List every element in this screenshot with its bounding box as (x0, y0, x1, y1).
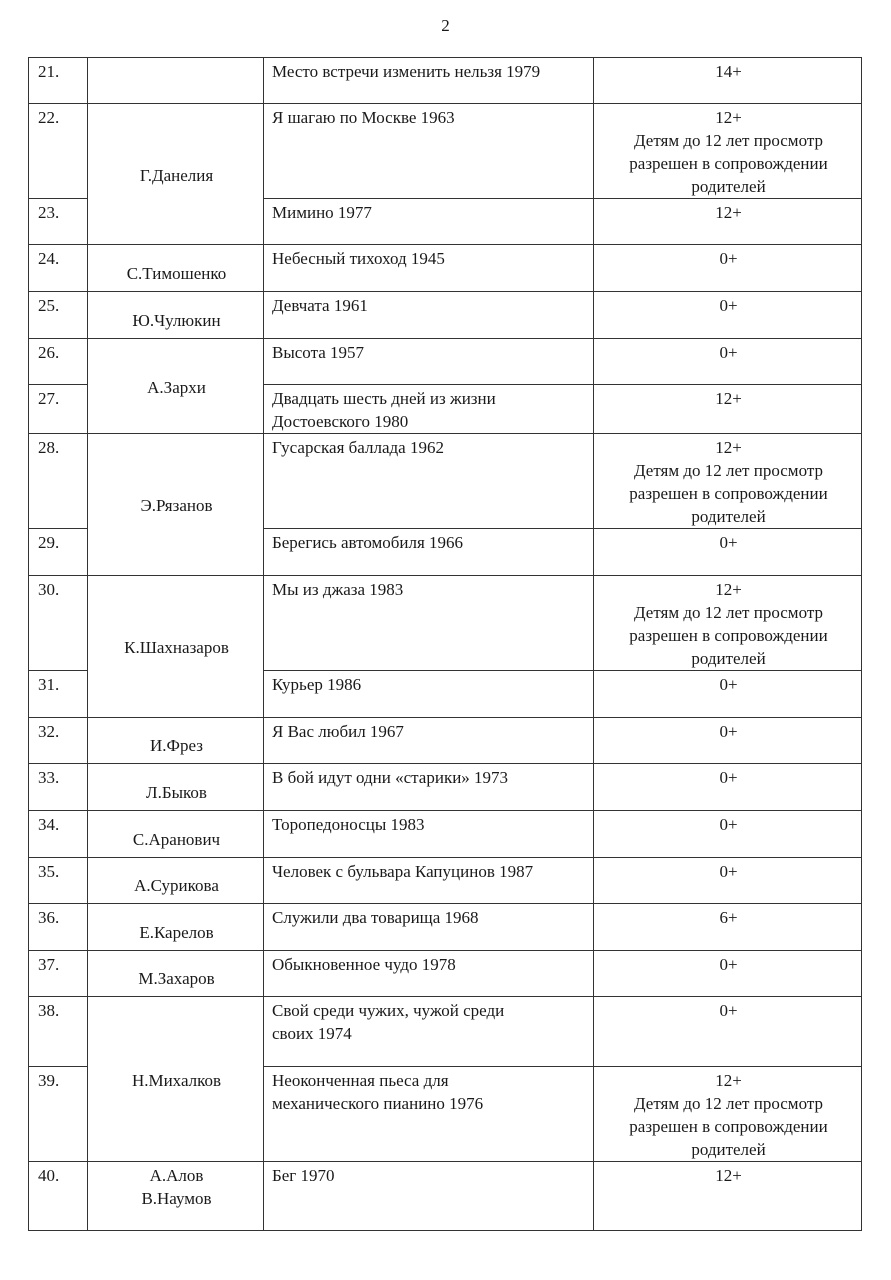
age-rating: 12+ (594, 199, 862, 245)
age-rating: 12+ (594, 1162, 862, 1231)
director-cell: Н.Михалков (88, 997, 264, 1162)
row-number: 39. (29, 1067, 88, 1162)
age-rating: 14+ (594, 58, 862, 104)
age-rating: 0+ (594, 811, 862, 858)
table-row (29, 764, 862, 811)
rating-note-line: Детям до 12 лет просмотр (634, 131, 823, 150)
film-title (264, 997, 594, 1067)
age-rating (594, 104, 862, 199)
director-cell: Г.Данелия (88, 104, 264, 245)
film-title-line: своих 1974 (272, 1024, 352, 1043)
row-number: 21. (29, 58, 88, 104)
row-number: 37. (29, 951, 88, 997)
film-table (28, 57, 862, 1231)
director-cell: С.Аранович (88, 811, 264, 858)
age-rating: 0+ (594, 858, 862, 904)
age-rating (594, 1067, 862, 1162)
director-cell (88, 58, 264, 104)
rating-value: 12+ (715, 438, 742, 457)
film-title: Небесный тихоход 1945 (264, 245, 594, 292)
film-title: Служили два товарища 1968 (264, 904, 594, 951)
table-row (29, 58, 862, 104)
row-number: 22. (29, 104, 88, 199)
row-number: 28. (29, 434, 88, 529)
table-row (29, 811, 862, 858)
rating-note-line: Детям до 12 лет просмотр (634, 1094, 823, 1113)
film-title-line: Достоевского 1980 (272, 412, 409, 431)
table-row (29, 576, 862, 671)
table-row (29, 339, 862, 385)
row-number: 26. (29, 339, 88, 385)
director-cell: Л.Быков (88, 764, 264, 811)
rating-note-line: родителей (691, 507, 766, 526)
film-title: Мы из джаза 1983 (264, 576, 594, 671)
film-title: Высота 1957 (264, 339, 594, 385)
row-number: 33. (29, 764, 88, 811)
row-number: 25. (29, 292, 88, 339)
film-title-line: Свой среди чужих, чужой среди (272, 1001, 505, 1020)
film-title: Девчата 1961 (264, 292, 594, 339)
film-title: Торопедоносцы 1983 (264, 811, 594, 858)
table-row (29, 858, 862, 904)
age-rating: 6+ (594, 904, 862, 951)
age-rating: 0+ (594, 997, 862, 1067)
director-cell: Ю.Чулюкин (88, 292, 264, 339)
row-number: 31. (29, 671, 88, 718)
film-title: Я Вас любил 1967 (264, 718, 594, 764)
table-row (29, 292, 862, 339)
director-cell: И.Фрез (88, 718, 264, 764)
film-title-line: Двадцать шесть дней из жизни (272, 389, 496, 408)
rating-value: 12+ (715, 580, 742, 599)
row-number: 35. (29, 858, 88, 904)
film-title: Гусарская баллада 1962 (264, 434, 594, 529)
film-title: Курьер 1986 (264, 671, 594, 718)
age-rating: 0+ (594, 339, 862, 385)
rating-note-line: Детям до 12 лет просмотр (634, 461, 823, 480)
age-rating: 0+ (594, 671, 862, 718)
row-number: 24. (29, 245, 88, 292)
row-number: 27. (29, 385, 88, 434)
director-name: А.Алов (149, 1166, 204, 1185)
row-number: 29. (29, 529, 88, 576)
film-title (264, 385, 594, 434)
rating-note-line: родителей (691, 1140, 766, 1159)
director-cell: К.Шахназаров (88, 576, 264, 718)
table-row (29, 951, 862, 997)
rating-note-line: разрешен в сопровождении (629, 484, 828, 503)
row-number: 34. (29, 811, 88, 858)
film-title: Место встречи изменить нельзя 1979 (264, 58, 594, 104)
film-title: Берегись автомобиля 1966 (264, 529, 594, 576)
table-row (29, 718, 862, 764)
film-title: Я шагаю по Москве 1963 (264, 104, 594, 199)
table-row (29, 104, 862, 199)
age-rating: 0+ (594, 718, 862, 764)
rating-value: 12+ (715, 1071, 742, 1090)
film-title (264, 1067, 594, 1162)
age-rating: 0+ (594, 245, 862, 292)
row-number: 23. (29, 199, 88, 245)
table-row (29, 997, 862, 1067)
age-rating: 0+ (594, 292, 862, 339)
film-title-line: механического пианино 1976 (272, 1094, 484, 1113)
director-cell: А.Сурикова (88, 858, 264, 904)
rating-value: 12+ (715, 108, 742, 127)
film-title: Обыкновенное чудо 1978 (264, 951, 594, 997)
row-number: 40. (29, 1162, 88, 1231)
director-cell: М.Захаров (88, 951, 264, 997)
age-rating: 0+ (594, 529, 862, 576)
director-cell: Э.Рязанов (88, 434, 264, 576)
rating-note-line: разрешен в сопровождении (629, 1117, 828, 1136)
rating-note-line: разрешен в сопровождении (629, 626, 828, 645)
film-title-line: Неоконченная пьеса для (272, 1071, 449, 1090)
age-rating: 0+ (594, 764, 862, 811)
row-number: 36. (29, 904, 88, 951)
page-number: 2 (441, 16, 450, 35)
age-rating (594, 434, 862, 529)
film-title: Мимино 1977 (264, 199, 594, 245)
film-title: Человек с бульвара Капуцинов 1987 (264, 858, 594, 904)
director-cell: Е.Карелов (88, 904, 264, 951)
table-row (29, 1162, 862, 1231)
table-row (29, 434, 862, 529)
age-rating: 12+ (594, 385, 862, 434)
director-name: В.Наумов (141, 1189, 212, 1208)
director-cell (88, 1162, 264, 1231)
row-number: 32. (29, 718, 88, 764)
director-cell: А.Зархи (88, 339, 264, 434)
row-number: 30. (29, 576, 88, 671)
rating-note-line: Детям до 12 лет просмотр (634, 603, 823, 622)
rating-note-line: разрешен в сопровождении (629, 154, 828, 173)
rating-note-line: родителей (691, 177, 766, 196)
row-number: 38. (29, 997, 88, 1067)
film-title: В бой идут одни «старики» 1973 (264, 764, 594, 811)
age-rating: 0+ (594, 951, 862, 997)
table-row (29, 904, 862, 951)
age-rating (594, 576, 862, 671)
film-title: Бег 1970 (264, 1162, 594, 1231)
rating-note-line: родителей (691, 649, 766, 668)
table-row (29, 245, 862, 292)
director-cell: С.Тимошенко (88, 245, 264, 292)
